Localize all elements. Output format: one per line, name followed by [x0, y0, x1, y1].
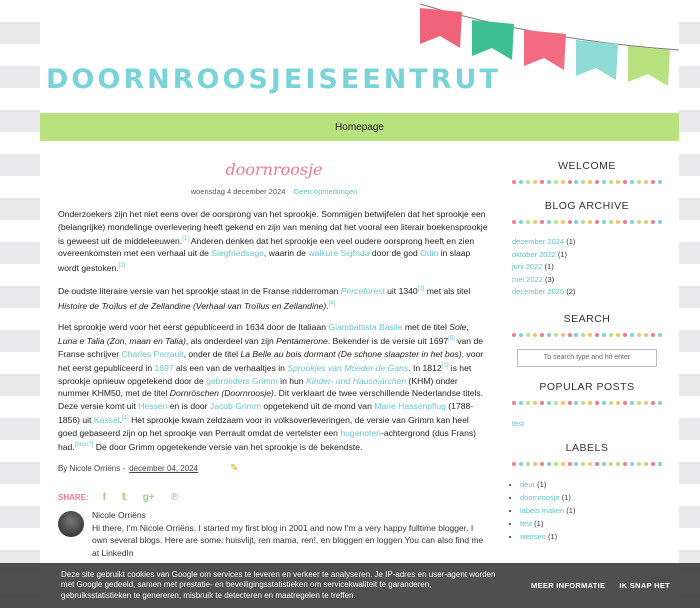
author-box — [58, 509, 490, 559]
divider-dot — [623, 401, 627, 405]
divider-dot — [581, 180, 585, 184]
cookie-text: Deze site gebruikt cookies van Google om services te leveren en verkeer te analyseren. Je IP-adres en user-agent worden met Google gedeeld, samen met prestatie- en beveiligingsstatistieken om servicekwaliteit te garanderen, gebruiksstatistieken te genereren, misbruik te detecteren en maatregelen te treffen. — [61, 569, 496, 600]
divider-dot — [644, 333, 648, 337]
divider-dot — [519, 333, 523, 337]
archive-count: (1) — [564, 237, 576, 246]
inline-link[interactable]: gebroeders Grimm — [206, 375, 278, 386]
inline-link[interactable]: Giambattista Basile — [328, 321, 403, 332]
divider-dot — [644, 462, 648, 466]
label-count: (1) — [545, 531, 558, 541]
divider-dot — [623, 220, 627, 224]
widget-title: WELCOME — [558, 160, 616, 172]
divider-dot — [547, 462, 551, 466]
inline-link[interactable]: Jacob Grimm — [209, 400, 261, 411]
divider-dot — [519, 180, 523, 184]
divider-dot — [547, 401, 551, 405]
inline-link[interactable]: Hessen — [138, 400, 168, 411]
dot-divider — [512, 462, 662, 468]
archive-item — [512, 286, 662, 299]
inline-link[interactable]: Kinder- und Hausmärchen — [305, 375, 407, 386]
italic-text: La Belle au bois dormant (De schone slaapster in het bos) — [240, 348, 462, 359]
more-info-button[interactable]: MEER INFORMATIE — [531, 581, 606, 590]
divider-dot — [609, 333, 613, 337]
widget-title: LABELS — [565, 441, 609, 454]
inline-link[interactable]: Kassel — [93, 415, 120, 426]
divider-dot — [630, 180, 634, 184]
inline-link[interactable]: Odin — [420, 248, 439, 259]
divider-dot — [574, 333, 578, 337]
divider-dot — [658, 401, 662, 405]
accept-cookies-button[interactable]: IK SNAP HET — [619, 581, 671, 590]
bunting-flag — [524, 30, 566, 70]
cookie-bar — [0, 563, 700, 608]
divider-dot — [574, 462, 578, 466]
divider-dot — [609, 220, 613, 224]
footnote-ref[interactable]: [3] — [417, 286, 425, 293]
divider-dot — [602, 180, 606, 184]
divider-dot — [595, 333, 599, 337]
labels-widget — [512, 442, 662, 543]
inline-link[interactable]: Charles Perrault — [121, 348, 184, 359]
italic-text: Histoire de Troïlus et de Zellandine (Verhaal van Troïlus en Zellandine) — [58, 300, 327, 311]
divider-dot — [554, 401, 558, 405]
divider-dot — [526, 220, 530, 224]
nav-bar — [40, 113, 679, 141]
label-count: (1) — [535, 479, 547, 489]
italic-text: Dornröschen (Doornroosje) — [169, 388, 274, 399]
divider-dot — [533, 220, 537, 224]
divider-dot — [644, 401, 648, 405]
divider-dot — [533, 462, 537, 466]
bunting-flag — [576, 40, 618, 80]
footnote-ref[interactable]: [1] — [182, 236, 189, 242]
divider-dot — [568, 180, 572, 184]
divider-dot — [595, 180, 599, 184]
divider-dot — [637, 401, 641, 405]
divider-dot — [602, 220, 606, 224]
divider-dot — [616, 462, 620, 466]
label-count: (1) — [559, 492, 571, 502]
label-item — [520, 517, 662, 530]
divider-dot — [561, 462, 565, 466]
widget-title: BLOG ARCHIVE — [544, 200, 630, 212]
post-date: woensdag 4 december 2024 — [190, 187, 286, 196]
widget-title: POPULAR POSTS — [539, 380, 635, 393]
divider-dot — [512, 333, 516, 337]
divider-dot — [658, 220, 662, 224]
edit-pencil-icon[interactable]: ✎ — [230, 463, 239, 475]
divider-dot — [616, 220, 620, 224]
inline-link[interactable]: hugenoten — [340, 427, 381, 438]
divider-dot — [568, 462, 572, 466]
label-link[interactable]: doornroosje — [520, 492, 560, 502]
divider-dot — [658, 462, 662, 466]
header — [40, 0, 679, 112]
inline-link[interactable]: Siegfriedsage — [211, 248, 264, 259]
archive-item — [512, 249, 662, 262]
widget-title: SEARCH — [563, 312, 611, 325]
divider-dot — [547, 220, 551, 224]
label-item — [520, 478, 662, 491]
divider-dot — [533, 180, 537, 184]
pinterest-icon[interactable]: ℗ — [170, 492, 178, 504]
divider-dot — [658, 333, 662, 337]
divider-dot — [533, 401, 537, 405]
divider-dot — [526, 401, 530, 405]
footnote-ref[interactable]: [1] — [441, 363, 449, 370]
archive-link[interactable]: december 2020 — [512, 287, 565, 296]
footnote-ref[interactable]: [bron?] — [74, 442, 94, 449]
divider-dot — [568, 333, 572, 337]
divider-dot — [651, 333, 655, 337]
divider-dot — [574, 180, 578, 184]
popular-post-link[interactable]: test — [512, 418, 525, 428]
archive-count: (3) — [542, 274, 555, 284]
post-paragraph: De oudste literaire versie van het sprookje staat in de Franse ridderroman Perceforest uit 1340[3] met als titel Histoire de Troïlus et de Zellandine (Verhaal van Troïlus en Zellandine).[4] — [58, 286, 471, 311]
archive-link[interactable]: juni 2022 — [512, 262, 543, 271]
page — [40, 0, 679, 608]
post-paragraph: Het sprookje werd voor het eerst gepubliceerd in 1634 door de Italiaan Giambattista Basile met de titel Sole, Luna e Talia (Zon, maan en Talia), als onderdeel van zijn Pentamerone. Bekender is de versie uit 1697[5] van de Franse schrijver Charles Perrault, onder de titel La Belle au bois dormant (De schone slaapster in het bos), voor het eerst gepubliceerd in 1697 als een van de verhaaltjes in Sprookjes van Moeder de Gans. In 1812[1] is het sprookje opnieuw opgetekend door de gebroeders Grimm in hun Kinder- und Hausmärchen (KHM) onder nummer KHM50, met de titel Dornröschen (Doornroosje). Dit verklaart de twee verschillende Nederlandse titels. Deze versie komt uit Hessen en is door Jacob Grimm opgetekend uit de mond van Marie Hassenpflug (1788-1856) uit Kassel.[1] Het sprookje kwam zeldzaam voor in volksoverleveringen, de versie van Grimm kan heel goed gebaseerd zijn op het sprookje van Perrault omdat de vertelster een hugenoten-achtergrond (dus Frans) had.[bron?] De door Grimm opgetekende versie van het sprookje is de bekendste. — [58, 321, 484, 452]
divider-dot — [561, 333, 565, 337]
italic-text: Pentamerone — [276, 336, 328, 347]
label-link[interactable]: deur — [520, 479, 536, 489]
label-count: (1) — [532, 518, 544, 528]
archive-count: (1) — [555, 249, 568, 259]
archive-link[interactable]: december 2024 — [512, 237, 565, 246]
divider-dot — [533, 333, 537, 337]
divider-dot — [602, 401, 606, 405]
divider-dot — [540, 220, 544, 224]
dot-divider — [512, 333, 662, 339]
divider-dot — [512, 401, 516, 405]
archive-item — [512, 261, 662, 274]
footnote-ref[interactable]: [4] — [328, 300, 336, 307]
label-link[interactable]: labels maken — [520, 505, 565, 515]
divider-dot — [616, 333, 620, 337]
divider-dot — [630, 401, 634, 405]
divider-dot — [526, 180, 530, 184]
divider-dot — [561, 180, 565, 184]
divider-dot — [519, 401, 523, 405]
divider-dot — [540, 180, 544, 184]
label-link[interactable]: wensen — [520, 531, 546, 541]
divider-dot — [554, 462, 558, 466]
divider-dot — [547, 180, 551, 184]
divider-dot — [540, 333, 544, 337]
divider-dot — [526, 462, 530, 466]
byline-date[interactable]: december 04, 2024 — [129, 464, 199, 474]
divider-dot — [602, 333, 606, 337]
share-label: SHARE: — [58, 493, 89, 503]
divider-dot — [651, 462, 655, 466]
archive-link[interactable]: oktober 2022 — [512, 249, 556, 259]
post-meta — [58, 187, 490, 196]
post-title[interactable]: doornroosje — [225, 160, 323, 179]
label-item — [520, 491, 662, 504]
divider-dot — [547, 333, 551, 337]
archive-list — [512, 236, 662, 299]
divider-dot — [540, 401, 544, 405]
divider-dot — [644, 220, 648, 224]
facebook-icon[interactable]: f — [102, 492, 107, 504]
divider-dot — [512, 180, 516, 184]
divider-dot — [623, 462, 627, 466]
labels-list — [512, 478, 662, 543]
divider-dot — [602, 462, 606, 466]
divider-dot — [616, 180, 620, 184]
divider-dot — [644, 180, 648, 184]
post-body — [58, 208, 490, 453]
inline-link[interactable]: Sprookjes van Moeder de Gans — [287, 363, 409, 374]
archive-link[interactable]: mei 2022 — [512, 274, 543, 284]
divider-dot — [651, 401, 655, 405]
label-item — [520, 504, 662, 517]
divider-dot — [561, 401, 565, 405]
bunting-decoration — [420, 0, 679, 100]
label-count: (1) — [564, 505, 576, 515]
bunting-flag — [628, 46, 670, 86]
divider-dot — [588, 333, 592, 337]
inline-link[interactable]: walkure Sigfrida — [308, 248, 370, 259]
sidebar — [512, 160, 662, 557]
divider-dot — [651, 180, 655, 184]
divider-dot — [637, 333, 641, 337]
archive-count: (1) — [542, 262, 554, 271]
author-bio: Hi there, I'm Nicole Orriëns. I started my first blog in 2001 and now I'm a very happy fulltime blogger. I own several blogs. Here are some: huisvlijt, ren mama, ren!, en bloggen en loggen You can also find me at LinkedIn — [92, 522, 484, 558]
divider-dot — [637, 180, 641, 184]
archive-count: (2) — [564, 287, 576, 296]
archive-item — [512, 236, 662, 249]
dot-divider — [512, 401, 662, 407]
nav-item-homepage[interactable]: Homepage — [335, 121, 384, 133]
divider-dot — [519, 220, 523, 224]
divider-dot — [574, 401, 578, 405]
divider-dot — [540, 462, 544, 466]
inline-link[interactable]: 1697 — [154, 363, 174, 374]
google-plus-icon[interactable]: g+ — [142, 492, 155, 504]
divider-dot — [581, 333, 585, 337]
bunting-flag — [420, 8, 462, 48]
label-link[interactable]: test — [520, 518, 533, 528]
archive-widget — [512, 200, 662, 299]
footnote-ref[interactable]: [2] — [118, 262, 126, 269]
divider-dot — [637, 462, 641, 466]
divider-dot — [568, 220, 572, 224]
divider-dot — [595, 401, 599, 405]
dot-divider — [512, 220, 662, 226]
divider-dot — [588, 462, 592, 466]
divider-dot — [623, 180, 627, 184]
archive-item — [512, 274, 662, 287]
divider-dot — [574, 220, 578, 224]
divider-dot — [581, 220, 585, 224]
divider-dot — [561, 220, 565, 224]
divider-dot — [658, 180, 662, 184]
divider-dot — [651, 220, 655, 224]
label-item — [520, 530, 662, 543]
divider-dot — [630, 220, 634, 224]
search-widget — [512, 313, 662, 367]
dot-divider — [512, 180, 662, 186]
byline-author: By Nicole Orriëns — [58, 464, 121, 474]
post-paragraph: Onderzoekers zijn het niet eens over de oorsprong van het sprookje. Sommigen betwijfelen dat het sprookje een (belangrijke) mondelinge overlevering heeft gekend en zijn van mening dat het vooral een literair boekensprookje is geweest uit de middeleeuwen.[1] Anderen denken dat het sprookje een veel oudere oorsprong heeft en zien overeenkomsten met een verhaal uit de Siegfriedsage, waarin de walkure Sigfrida door de god Odin in slaap wordt gestoken.[2] — [58, 209, 488, 273]
divider-dot — [581, 462, 585, 466]
divider-dot — [568, 401, 572, 405]
divider-dot — [519, 462, 523, 466]
welcome-widget — [512, 160, 662, 186]
inline-link[interactable]: Marie Hassenpflug — [374, 400, 446, 411]
divider-dot — [588, 220, 592, 224]
divider-dot — [637, 220, 641, 224]
twitter-icon[interactable]: 𝕥 — [122, 492, 127, 504]
divider-dot — [554, 333, 558, 337]
divider-dot — [609, 180, 613, 184]
italic-text: Sole, Luna e Talia (Zon, maan en Talia) — [58, 321, 469, 347]
divider-dot — [554, 220, 558, 224]
divider-dot — [623, 333, 627, 337]
bunting-flag — [472, 20, 514, 60]
footnote-ref[interactable]: [1] — [122, 415, 129, 422]
post — [58, 160, 490, 559]
divider-dot — [581, 401, 585, 405]
search-input[interactable]: To search type and hit enter — [517, 349, 657, 367]
inline-link[interactable]: Perceforest — [340, 286, 385, 297]
popular-widget — [512, 381, 662, 428]
divider-dot — [588, 401, 592, 405]
site-title[interactable]: DOORNROOSJEISEENTRUT — [46, 64, 501, 95]
divider-dot — [609, 462, 613, 466]
divider-dot — [630, 333, 634, 337]
divider-dot — [512, 462, 516, 466]
divider-dot — [616, 401, 620, 405]
divider-dot — [526, 333, 530, 337]
divider-dot — [554, 180, 558, 184]
divider-dot — [609, 401, 613, 405]
author-name: Nicole Orriëns — [92, 510, 146, 521]
divider-dot — [512, 220, 516, 224]
divider-dot — [595, 462, 599, 466]
divider-dot — [630, 462, 634, 466]
comments-link[interactable]: Geen opmerkingen — [293, 187, 358, 196]
divider-dot — [588, 180, 592, 184]
avatar — [58, 511, 84, 537]
divider-dot — [595, 220, 599, 224]
share-bar — [58, 492, 490, 503]
footnote-ref[interactable]: [5] — [448, 336, 455, 343]
byline: By Nicole Orriëns - december 04, 2024 ✎ — [58, 463, 239, 475]
